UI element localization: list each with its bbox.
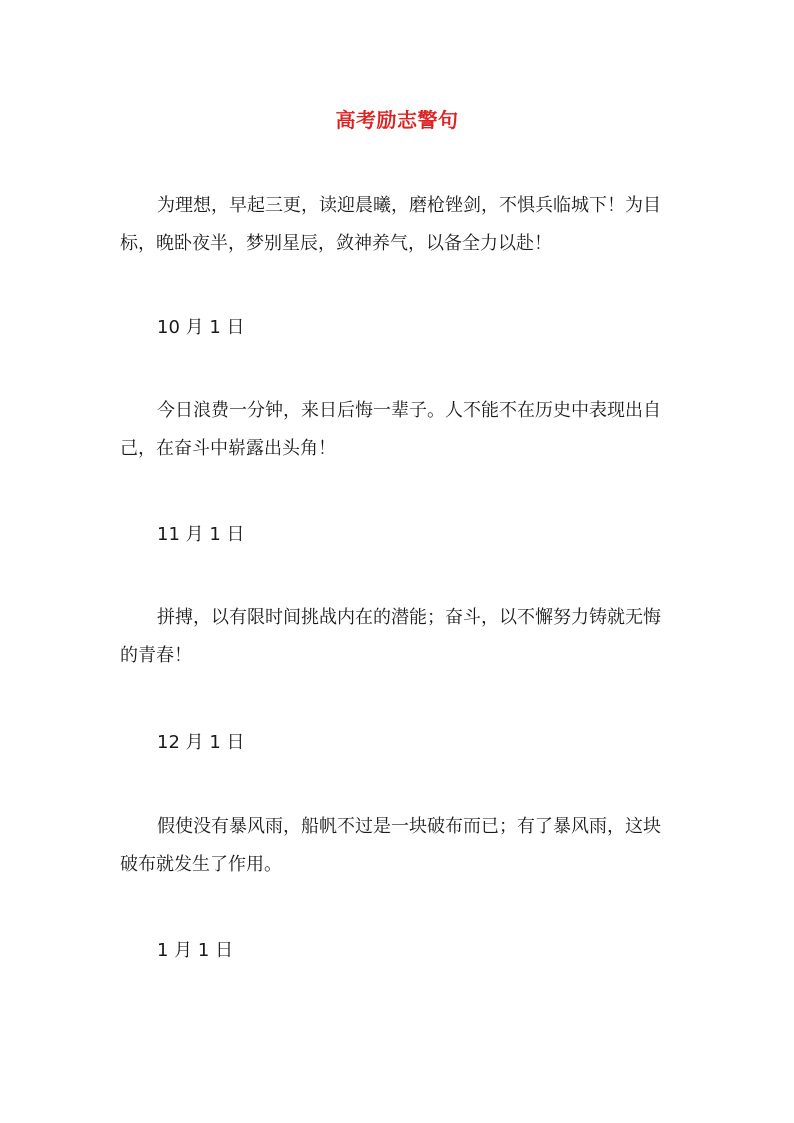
date-heading-2: 11 月 1 日 <box>157 524 245 545</box>
date-heading-3: 12 月 1 日 <box>157 732 245 753</box>
date-heading-4: 1 月 1 日 <box>157 940 234 961</box>
date-heading-1: 10 月 1 日 <box>157 317 245 338</box>
paragraph-4: 假使没有暴风雨，船帆不过是一块破布而已；有了暴风雨，这块破布就发生了作用。 <box>120 816 661 875</box>
paragraph-2: 今日浪费一分钟，来日后悔一辈子。人不能不在历史中表现出自己，在奋斗中崭露出头角！ <box>120 400 661 459</box>
paragraph-3: 拼搏，以有限时间挑战内在的潜能；奋斗，以不懈努力铸就无悔的青春！ <box>120 607 661 666</box>
document-title: 高考励志警句 <box>335 108 459 132</box>
paragraph-1: 为理想，早起三更，读迎晨曦，磨枪锉剑，不惧兵临城下！为目标，晚卧夜半，梦别星辰，敛神养气，以备全力以赴！ <box>120 195 661 254</box>
